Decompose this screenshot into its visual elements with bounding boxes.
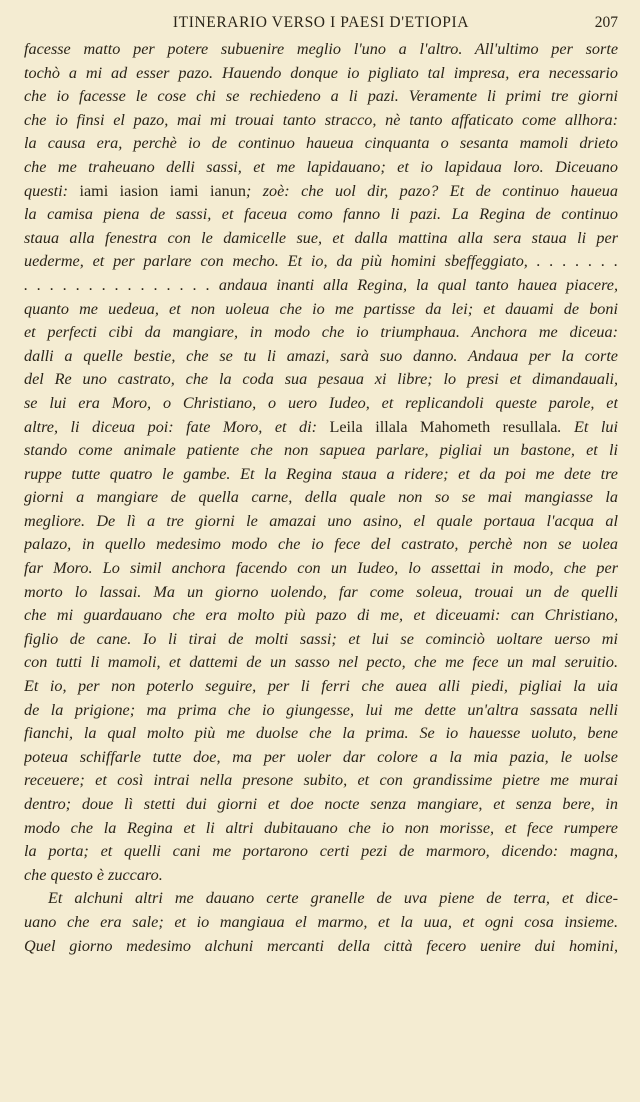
text-line: giorni a mangiare de quella carne, della quale non so se mai mangiasse la (24, 488, 618, 507)
text-line: Quel giorno medesimo alchuni mercanti della città fecero uenire dui homini, (24, 936, 618, 955)
text-line: facesse matto per potere subuenire meglio l'uno a l'altro. All'ultimo per sorte (24, 40, 618, 58)
text-line: dalli a quelle bestie, che se tu li amazi, sarà suo danno. Andaua per la corte (24, 346, 618, 365)
text-line: ruppe tutte quatro le gambe. Et la Regina staua a ridere; et da poi me dete tre (24, 464, 618, 483)
foreign-phrase: iami iasion iami ianun (79, 181, 246, 200)
page-number: 207 (594, 14, 618, 31)
text-line: modo che la Regina et li altri dubitauano che io non morisse, et fece rumpere (24, 818, 618, 837)
text-line: megliore. De lì a tre giorni le amazai uno asino, el quale portaua l'acqua al (24, 511, 618, 530)
text-line: figlio de cane. Io li tirai de molti sassi; et lui se cominciò uoltare uerso mi (24, 629, 618, 648)
text-line: questi: iami iasion iami ianun; zoè: che uol dir, pazo? Et de continuo haueua (24, 181, 618, 200)
text-line: fianchi, la qual molto più me duolse che la prima. Se io hauesse uoluto, bene (24, 724, 618, 743)
text-line: uederme, et per parlare con mecho. Et io, da più homini sbeffeggiato, . . . . . . . (24, 252, 618, 271)
text-line: Et io, per non poterlo seguire, per li ferri che auea alli piedi, pigliai la uia (24, 677, 618, 696)
text-line: stando come animale patiente che non sapuea parlare, pigliai un bastone, et li (24, 441, 618, 460)
text-line: de la prigione; ma prima che io giungesse, lui me dette un'altra sassata nelli (24, 700, 618, 719)
text-line: poteua schiffarle tutte doe, ma per uoler dar colore a la mia pazia, le uolse (24, 747, 618, 766)
text-line: la porta; et quelli cani me portarono certi pezi de marmoro, dicendo: magna, (24, 842, 618, 861)
text-line: del Re uno castrato, che la coda sua pesaua xi libre; lo presi et dimandauali, (24, 370, 618, 389)
text-line: che me traheuano delli sassi, et me lapidauano; et io lapidaua loro. Diceuano (24, 157, 618, 176)
text-line: staua alla fenestra con le damicelle sue, et dalla mattina alla sera staua li per (24, 228, 618, 247)
text-line: morto lo lassai. Ma un giorno uolendo, far come soleua, trouai un de quelli (24, 582, 618, 601)
text-line: se lui era Moro, o Christiano, o uero Iudeo, et replicandoli queste parole, et (24, 393, 618, 412)
text-line: palazo, in quello medesimo modo che io fece del castrato, perchè non se uolea (24, 535, 618, 554)
running-head (24, 10, 618, 36)
text-line: che io finsi el pazo, mai mi trouai tanto stracco, nè tanto affaticato come allhora: (24, 110, 618, 129)
text-line: Et alchuni altri me dauano certe granelle de uva piene de terra, et dice- (48, 889, 618, 908)
text-line: dentro; doue lì stetti dui giorni et doe nocte senza mangiare, et senza bere, in (24, 795, 618, 813)
text-line: che io facesse le cose chi se rechiedeno a li pazi. Veramente li primi tre giorni (24, 87, 618, 106)
text-line: che questo è zuccaro. (24, 865, 163, 884)
text-line: la camisa piena de sassi, et faceua como fanno li pazi. La Regina de continuo (24, 205, 618, 224)
text-line: la causa era, perchè io de continuo haueua cinquanta o sesanta mamoli drieto (24, 134, 618, 153)
text-line: tochò a mi ad esser pazo. Hauendo donque io pigliato tal impresa, era necessario (24, 63, 618, 82)
body-text (24, 38, 618, 958)
text-line: uano che era sale; et io mangiaua el marmo, et la uua, et ogni cosa insieme. (24, 912, 618, 931)
text-line: far Moro. Lo simil anchora facendo con un Iudeo, lo assettai in modo, che per (24, 559, 618, 578)
text-line: quanto me uedeua, et non uoleua che io me partisse da lei; et dauami de boni (24, 299, 618, 318)
text-line: et perfecti cibi da mangiare, in modo che io triumphaua. Anchora me diceua: (24, 323, 618, 342)
running-title: ITINERARIO VERSO I PAESI D'ETIOPIA (172, 14, 470, 31)
foreign-phrase: Leila illala Mahometh resullala (329, 417, 558, 436)
text-line: altre, li diceua poi: fate Moro, et di: Leila illala Mahometh resullala. Et lui (24, 417, 618, 436)
text-line: . . . . . . . . . . . . . . . andaua inanti alla Regina, la qual tanto hauea piacere, (24, 275, 618, 294)
text-line: che mi guardauano che era molto più pazo di me, et diceuami: can Christiano, (24, 606, 618, 625)
text-line: receuere; et così intrai nella presone subito, et con grandissime pietre me murai (24, 771, 618, 790)
text-line: con tutti li mamoli, et dattemi de un sasso nel pecto, che me fece un mal seruitio. (24, 653, 618, 672)
